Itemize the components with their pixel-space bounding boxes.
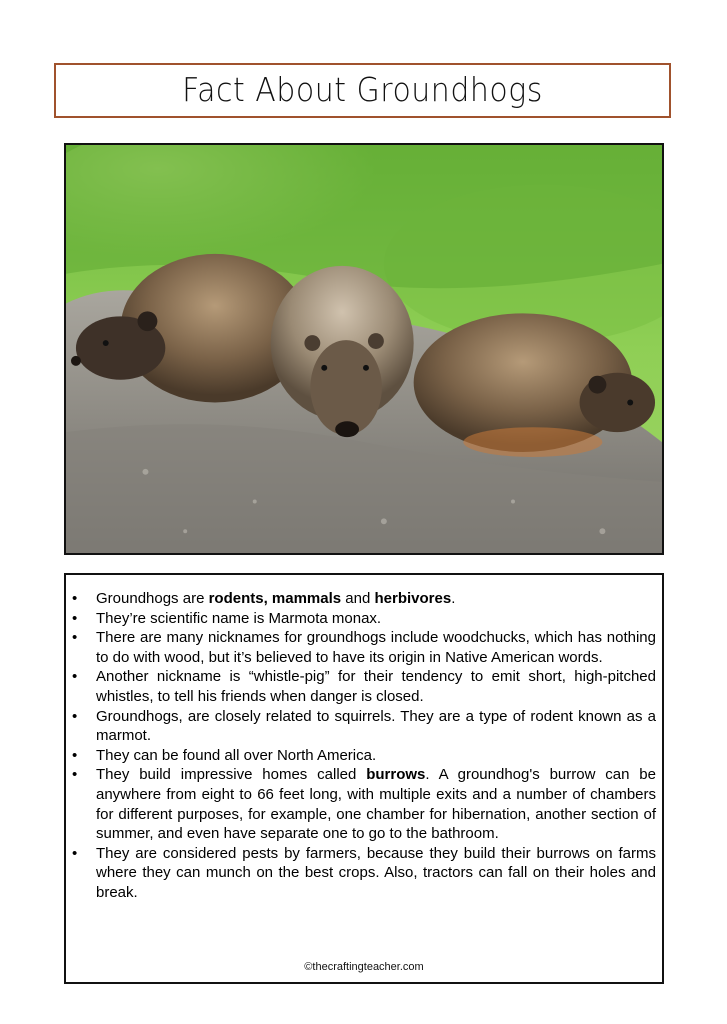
fact-text: They can be found all over North America.	[96, 746, 377, 764]
bullet-icon: •	[72, 629, 78, 647]
fact-text: . A groundhog's burrow can be anywhere from eight to 66 feet long, with multiple exits and a number of chambers for different purposes, for example, one chamber for hibernation, another section of summer, and even have separate one to go to the bathroom.	[96, 766, 656, 843]
bullet-icon: •	[72, 707, 78, 725]
copyright-footer: ©thecraftingteacher.com	[304, 961, 424, 973]
fact-text: .	[451, 590, 456, 607]
fact-item	[66, 609, 662, 629]
facts-box	[64, 573, 664, 984]
groundhogs-photo-illustration	[66, 145, 662, 553]
bullet-icon: •	[72, 746, 78, 764]
fact-bold-text: rodents, mammals	[208, 590, 342, 607]
fact-item	[66, 667, 662, 706]
fact-text: Groundhogs are	[96, 590, 209, 607]
facts-list	[66, 589, 662, 903]
bullet-icon: •	[72, 590, 78, 607]
fact-bold-text: burrows	[366, 766, 426, 784]
bullet-icon: •	[72, 609, 78, 627]
fact-item	[66, 707, 662, 746]
page-title: Fact About Groundhogs	[182, 71, 543, 110]
fact-item	[66, 589, 662, 609]
fact-bold-text: herbivores	[374, 590, 452, 607]
bullet-icon: •	[72, 668, 78, 686]
fact-item	[66, 746, 662, 766]
fact-text: They build impressive homes called	[96, 766, 367, 784]
fact-item	[66, 844, 662, 903]
fact-text: Another nickname is “whistle-pig” for their tendency to emit short, high-pitched whistles, to tell his friends when danger is closed.	[96, 668, 656, 705]
fact-text: Groundhogs, are closely related to squirrels. They are a type of rodent known as a marmot.	[96, 707, 656, 745]
fact-text: They’re scientific name is Marmota monax.	[96, 609, 382, 627]
groundhogs-photo	[64, 143, 664, 555]
fact-item	[66, 628, 662, 667]
fact-text: They are considered pests by farmers, because they build their burrows on farms where they can munch on the best crops. Also, tractors can fall on their holes and break.	[96, 844, 656, 901]
fact-text: There are many nicknames for groundhogs include woodchucks, which has nothing to do with wood, but it’s believed to have its origin in Native American words.	[96, 629, 656, 666]
bullet-icon: •	[72, 766, 78, 784]
fact-text: and	[341, 590, 375, 607]
title-box	[54, 63, 671, 118]
bullet-icon: •	[72, 844, 78, 862]
fact-item	[66, 765, 662, 843]
